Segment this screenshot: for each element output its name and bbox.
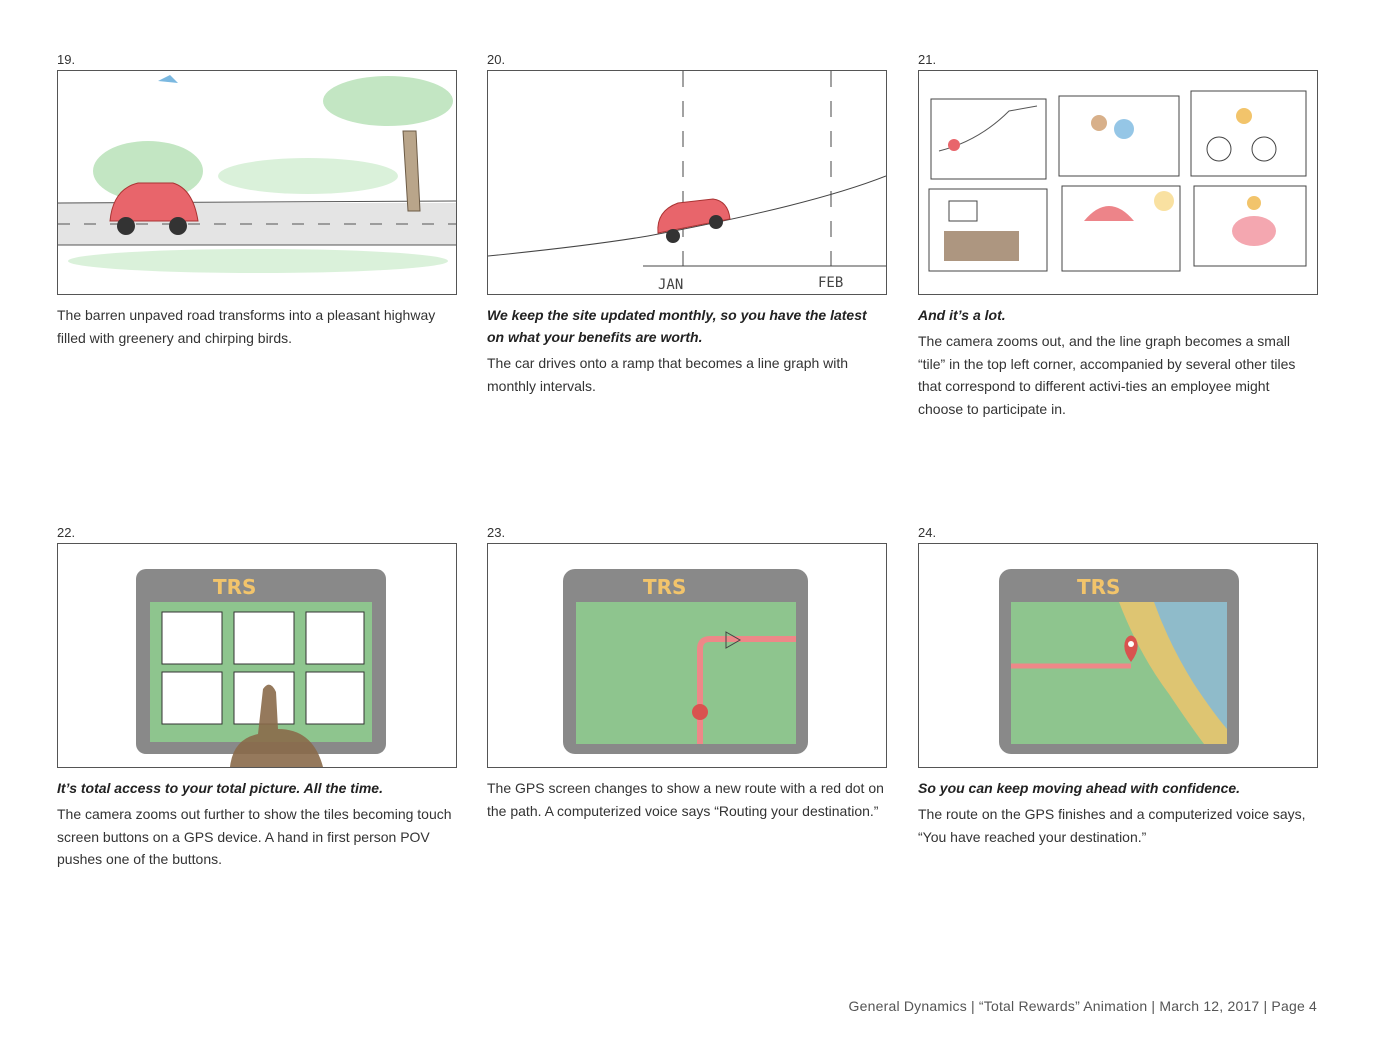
panel-number: 23. [487, 525, 506, 540]
gps-route-sketch [488, 544, 886, 767]
trs-label: TRS [643, 575, 687, 599]
panel-number: 21. [918, 52, 937, 67]
page-footer: General Dynamics | “Total Rewards” Animation | March 12, 2017 | Page 4 [848, 998, 1317, 1014]
panel-description: The car drives onto a ramp that becomes a line graph with monthly intervals. [487, 355, 849, 394]
storyboard-panel-22 [57, 525, 457, 871]
panel-description: The camera zooms out further to show the tiles becoming touch screen buttons on a GPS device. A hand in first person POV pushes one of the buttons. [57, 806, 452, 867]
panel-description: The GPS screen changes to show a new route with a red dot on the path. A computerized voice says “Routing your destination.” [487, 780, 884, 819]
panel-number: 24. [918, 525, 937, 540]
sketch-frame [487, 70, 887, 295]
panel-number: 22. [57, 525, 76, 540]
panel-number: 20. [487, 52, 506, 67]
panel-number: 19. [57, 52, 76, 67]
panel-headline: And it’s a lot. [918, 307, 1006, 323]
panel-description: The route on the GPS finishes and a computerized voice says, “You have reached your destination.” [918, 806, 1306, 845]
feb-label: FEB [818, 275, 844, 291]
panel-description: The camera zooms out, and the line graph becomes a small “tile” in the top left corner, accompanied by several other tiles that correspond to different activi-ties an employee might choose to participate in. [918, 333, 1296, 417]
panel-description: The barren unpaved road transforms into a pleasant highway filled with greenery and chirping birds. [57, 307, 436, 346]
jan-label: JAN [658, 277, 684, 293]
storyboard-panel-21 [918, 52, 1318, 420]
panel-headline: So you can keep moving ahead with confidence. [918, 780, 1241, 796]
gps-tiles-sketch [58, 544, 456, 767]
trs-label: TRS [213, 575, 257, 599]
ramp-graph-sketch [488, 71, 886, 294]
activity-tiles-sketch [919, 71, 1317, 294]
panel-headline: It’s total access to your total picture. All the time. [57, 780, 383, 796]
highway-sketch [58, 71, 456, 294]
sketch-frame [487, 543, 887, 768]
sketch-frame [918, 70, 1318, 295]
sketch-frame [57, 70, 457, 295]
storyboard-panel-20 [487, 52, 887, 397]
gps-destination-sketch [919, 544, 1317, 767]
storyboard-panel-24 [918, 525, 1318, 848]
sketch-frame [57, 543, 457, 768]
trs-label: TRS [1077, 575, 1121, 599]
storyboard-panel-23 [487, 525, 887, 822]
storyboard-panel-19 [57, 52, 457, 349]
sketch-frame [918, 543, 1318, 768]
panel-headline: We keep the site updated monthly, so you have the latest on what your benefits are worth. [487, 307, 867, 345]
